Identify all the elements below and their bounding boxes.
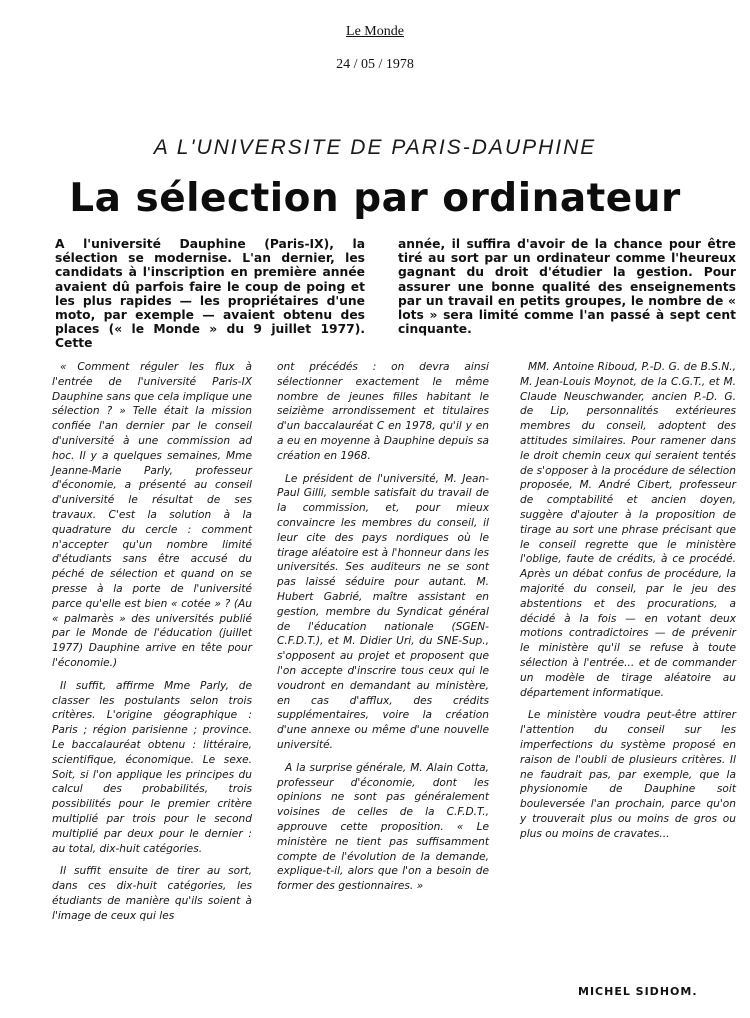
paragraph: Il suffit ensuite de tirer au sort, dans ces dix-huit catégories, les étudiants de manière qu'ils soient à l'image de ceux qui les [52,865,252,922]
paragraph: ont précédés : on devra ainsi sélectionner exactement le même nombre de jeunes filles habitant le seizième arrondissement et titulaires d'un baccalauréat C en 1978, qu'il y en a eu en moyenne à Dauphine depuis sa création en 1968. [277,361,489,462]
paragraph: « Comment réguler les flux à l'entrée de l'université Paris-IX Dauphine sans que cela implique une sélection ? » Telle était la mission confiée l'an dernier par le conseil d'université à une commission ad hoc. Il y a quelques semaines, Mme Jeanne-Marie Parly, professeur d'économie, a présenté au conseil d'université le résultat de ses travaux. C'est la solution à la quadrature du cercle : comment n'accepter qu'un nombre limité d'étudiants sans être accusé du péché de sélection et quand on se presse à la porte de l'université parce qu'elle est bien « cotée » ? (Au « palmarès » des universités publié par le Monde de l'éducation (juillet 1977) Dauphine arrive en tête pour l'économie.) [52,361,252,669]
publication-name: Le Monde [346,24,404,39]
paragraph: MM. Antoine Riboud, P.-D. G. de B.S.N., M. Jean-Louis Moynot, de la C.G.T., et M. Claude Neuschwander, ancien P.-D. G. de Lip, personnalités extérieures membres du conseil, adoptent des attitudes similaires. Pour ramener dans le droit chemin ceux qui seraient tentés de s'opposer à la procédure de sélection proposée, M. André Cibert, professeur de comptabilité et ancien doyen, suggère d'ajouter à la proposition de tirage au sort une phrase précisant que le conseil regrette que le ministère l'oblige, faute de crédits, à ce procédé. Après un débat confus de procédure, la majorité du conseil, par le jeu des abstentions et des procurations, a décidé à la fois — en votant deux motions contradictoires — de prévenir le ministère qu'il se refuse à toute sélection à l'entrée... et de commander un modèle de tirage aléatoire au département informatique. [520,361,736,699]
article-kicker: A L'UNIVERSITE DE PARIS-DAUPHINE [153,136,597,159]
article-lead-right: année, il suffira d'avoir de la chance pour être tiré au sort par un ordinateur comme l'heureux gagnant du droit d'étudier la gestion. Pour assurer une bonne qualité des enseignements par un travail en petits groupes, le nombre de « lots » sera limité comme l'an passé à sept cent cinquante. [398,237,736,337]
paragraph: Le ministère voudra peut-être attirer l'attention du conseil sur les imperfections du système proposé en raison de l'oubli de plusieurs critères. Il ne faudrait pas, par exemple, que la physionomie de Dauphine soit bouleversée l'an prochain, parce qu'on y trouverait plus ou moins de gros ou plus ou moins de cravates... [520,709,736,840]
publication-date: 24 / 05 / 1978 [336,57,414,72]
paragraph: Le président de l'université, M. Jean-Paul Gilli, semble satisfait du travail de la commission, et, pour mieux convaincre les membres du conseil, il leur cite des pays nordiques où le tirage aléatoire est à l'honneur dans les universités. Ses auditeurs ne se sont pas laissé séduire pour autant. M. Hubert Gabrié, maître assistant en gestion, membre du Syndicat général de l'éducation nationale (SGEN-C.F.D.T.), et M. Didier Uri, du SNE-Sup., s'opposent au projet et proposent que l'on accepte d'inscrire tous ceux qui le voudront en demandant au ministère, en cas d'afflux, des crédits supplémentaires, voire la création d'une annexe ou même d'une nouvelle université. [277,472,489,751]
paragraph: A la surprise générale, M. Alain Cotta, professeur d'économie, dont les opinions ne sont pas généralement voisines de celles de la C.F.D.T., approuve cette proposition. « Le ministère ne tient pas suffisamment compte de l'évolution de la demande, explique-t-il, alors que l'on a besoin de former des gestionnaires. » [277,761,489,893]
author-signature: MICHEL SIDHOM. [578,985,698,998]
article-lead-left: A l'université Dauphine (Paris-IX), la sélection se modernise. L'an dernier, les candidats à l'inscription en première année avaient dû parfois faire le coup de poing et les plus rapides — les propriétaires d'une moto, par exemple — avaient obtenu des places (« le Monde » du 9 juillet 1977). Cette [55,237,365,351]
article-column-3 [520,360,736,850]
article-column-1 [52,360,252,931]
paragraph: Il suffit, affirme Mme Parly, de classer les postulants selon trois critères. L'origine géographique : Paris ; région parisienne ; province. Le baccalauréat obtenu : littéraire, scientifique, économique. Le sexe. Soit, si l'on applique les principes du calcul des probabilités, trois possibilités pour le premier critère multiplié par trois pour le second multiplié par deux pour le dernier : au total, dix-huit catégories. [52,679,252,855]
article-column-2 [277,360,489,902]
article-headline: La sélection par ordinateur [69,176,681,221]
